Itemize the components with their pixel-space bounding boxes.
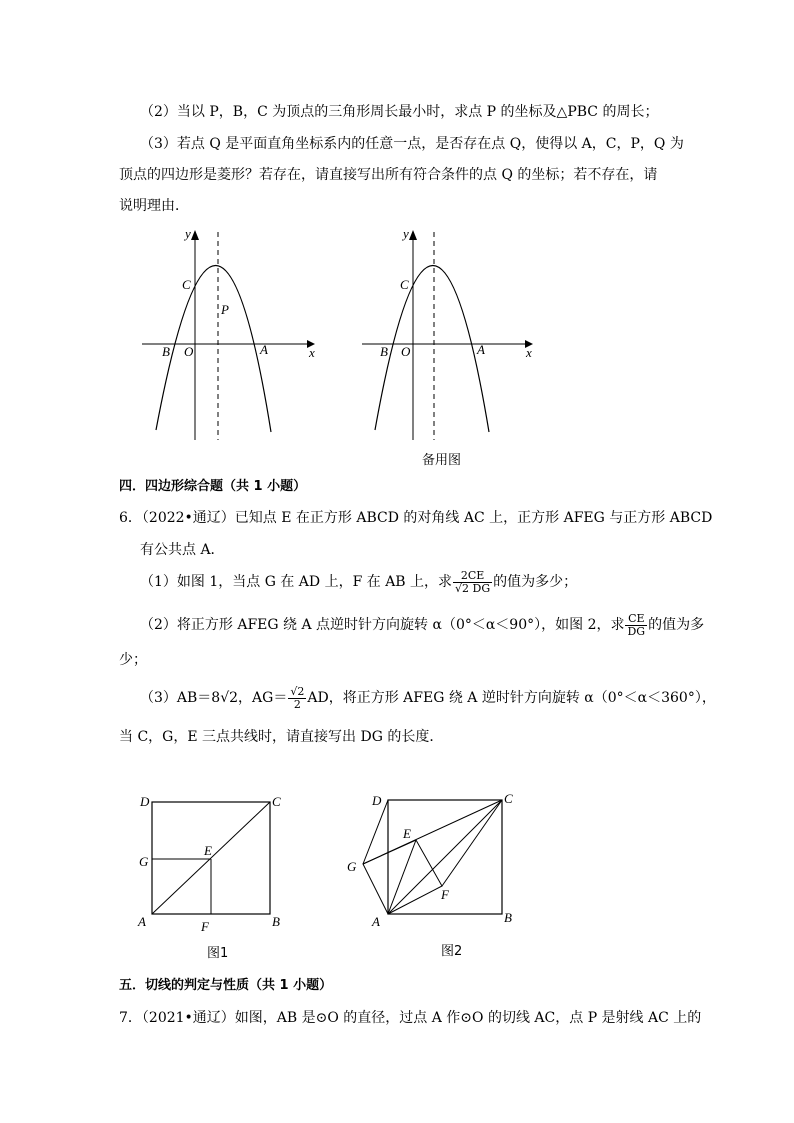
q7-intro: 7．（2021•通辽）如图，AB 是⊙O 的直径，过点 A 作⊙O 的切线 AC，点 P 是射线 AC 上的 bbox=[119, 1010, 702, 1026]
q6-part2-numerator: CE bbox=[625, 613, 647, 626]
y-axis-arrow bbox=[409, 230, 417, 240]
q6-part2-denominator: DG bbox=[627, 624, 646, 638]
label-O: O bbox=[401, 344, 411, 359]
label-D: D bbox=[372, 793, 382, 808]
label-A: A bbox=[138, 914, 146, 929]
label-G: G bbox=[347, 859, 357, 874]
q6-part1-denominator: √2 DG bbox=[455, 581, 491, 595]
q5-part2: （2）当以 P，B，C 为顶点的三角形周长最小时，求点 P 的坐标及△PBC 的周长； bbox=[140, 104, 659, 120]
q6-part1-post: 的值为多少； bbox=[493, 574, 578, 590]
section-4-heading: 四．四边形综合题（共 1 小题） bbox=[119, 479, 307, 494]
q6-part1-pre: （1）如图 1，当点 G 在 AD 上，F 在 AB 上，求 bbox=[140, 574, 453, 590]
label-C: C bbox=[504, 791, 513, 806]
figure-2-caption: 图2 bbox=[441, 944, 463, 959]
label-y: y bbox=[403, 226, 409, 241]
q5-part3-line1: （3）若点 Q 是平面直角坐标系内的任意一点，是否存在点 Q，使得以 A，C，P，Q 为 bbox=[140, 136, 684, 152]
label-F: F bbox=[441, 887, 449, 902]
q6-part3-fraction bbox=[288, 686, 306, 711]
q5-part3-line3: 说明理由． bbox=[119, 198, 189, 214]
q6-part3-denominator: 2 bbox=[293, 697, 301, 711]
backup-figure-caption: 备用图 bbox=[422, 453, 462, 468]
parabola-curve bbox=[156, 265, 271, 432]
square-figure-1 bbox=[135, 792, 295, 932]
square-figure-2 bbox=[340, 790, 513, 930]
q6-part1 bbox=[140, 569, 577, 595]
q6-part2-pre: （2）将正方形 AFEG 绕 A 点逆时针方向旋转 α（0°＜α＜90°），如图 2，求 bbox=[140, 617, 625, 633]
q6-part1-fraction bbox=[453, 570, 492, 595]
label-B: B bbox=[504, 910, 512, 925]
label-A: A bbox=[260, 342, 268, 357]
label-B: B bbox=[272, 914, 280, 929]
section-5-heading: 五．切线的判定与性质（共 1 小题） bbox=[119, 978, 333, 993]
label-C: C bbox=[272, 794, 281, 809]
label-G: G bbox=[139, 854, 149, 869]
label-O: O bbox=[184, 344, 194, 359]
label-A: A bbox=[372, 914, 380, 929]
label-F: F bbox=[201, 919, 209, 934]
label-C: C bbox=[400, 277, 409, 292]
label-A: A bbox=[477, 342, 485, 357]
label-x: x bbox=[526, 345, 532, 360]
parabola-figure-left bbox=[135, 226, 335, 446]
label-B: B bbox=[162, 344, 170, 359]
q6-part3 bbox=[140, 683, 716, 713]
label-B: B bbox=[380, 344, 388, 359]
q5-part3-line2: 顶点的四边形是菱形？若存在，请直接写出所有符合条件的点 Q 的坐标；若不存在，请 bbox=[119, 167, 658, 183]
label-y: y bbox=[185, 226, 191, 241]
label-E: E bbox=[403, 826, 411, 841]
segment-FC bbox=[442, 800, 502, 886]
y-axis-arrow bbox=[191, 230, 199, 240]
q6-part2-fraction bbox=[625, 613, 647, 638]
label-D: D bbox=[140, 794, 150, 809]
figure-1-caption: 图1 bbox=[207, 946, 229, 961]
q6-part2 bbox=[140, 612, 704, 638]
label-E: E bbox=[204, 843, 212, 858]
label-P: P bbox=[221, 302, 229, 317]
parabola-figure-right bbox=[355, 226, 555, 446]
q6-part2-line2: 少； bbox=[119, 652, 147, 668]
q6-intro-line2: 有公共点 A． bbox=[140, 542, 225, 558]
label-x: x bbox=[309, 345, 315, 360]
q6-part2-post: 的值为多 bbox=[648, 617, 705, 633]
q6-part3-numerator: √2 bbox=[290, 684, 305, 698]
q6-part3-post: AD，将正方形 AFEG 绕 A 逆时针方向旋转 α（0°＜α＜360°）， bbox=[307, 690, 716, 706]
q6-part1-numerator: 2CE bbox=[453, 570, 492, 583]
label-C: C bbox=[182, 277, 191, 292]
parabola-curve bbox=[375, 265, 489, 432]
q6-part3-pre: （3）AB＝8√2，AG＝ bbox=[140, 690, 288, 706]
q6-part3-line2: 当 C，G，E 三点共线时，请直接写出 DG 的长度． bbox=[119, 729, 444, 745]
q6-intro-line1: 6．（2022•通辽）已知点 E 在正方形 ABCD 的对角线 AC 上，正方形 AFEG 与正方形 ABCD bbox=[119, 510, 713, 526]
